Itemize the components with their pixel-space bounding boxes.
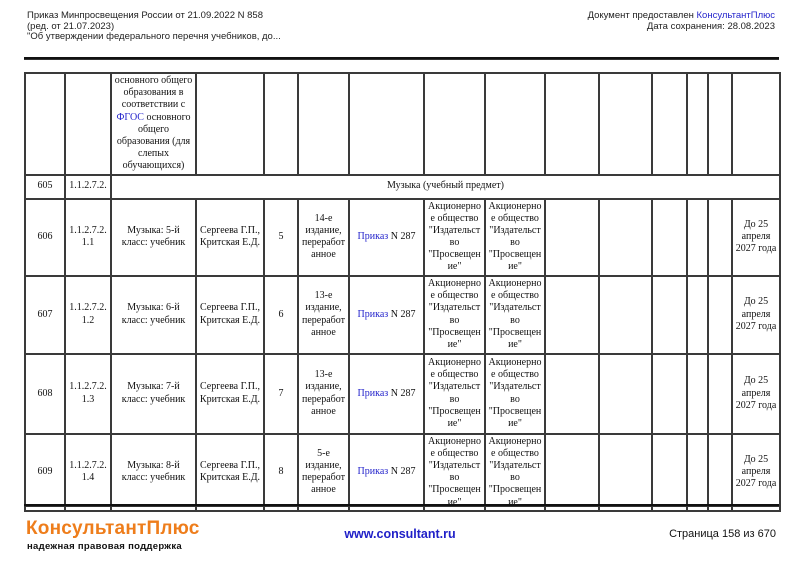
- doc-title: [27, 11, 281, 43]
- row-number-cell: 608: [25, 354, 65, 434]
- row-number-cell: 607: [25, 276, 65, 354]
- order-cell: [349, 434, 424, 511]
- fpu-code-cell: 1.1.2.7.2.1.1: [65, 199, 111, 276]
- fpu-code-cell: 1.1.2.7.2.1.2: [65, 276, 111, 354]
- valid-until-cell: До 25 апреля 2027 года: [732, 276, 780, 354]
- bottom-divider: [24, 504, 779, 507]
- carryover-text-after: основного общего образования (для слепых обучающихся): [116, 111, 191, 172]
- edition-cell: 13-е издание, переработанное: [298, 276, 349, 354]
- textbook-title-cell: Музыка: 8-й класс: учебник: [111, 434, 196, 511]
- page-footer: [24, 518, 776, 552]
- consultantplus-link[interactable]: КонсультантПлюс: [696, 10, 775, 21]
- authors-cell: Сергеева Г.П., Критская Е.Д.: [196, 276, 264, 354]
- carryover-cell: [111, 73, 196, 175]
- order-cell: [349, 276, 424, 354]
- top-divider: [24, 57, 779, 60]
- grade-cell: 6: [264, 276, 298, 354]
- publisher-cell: Акционерное общество "Издательство "Просвещение": [485, 199, 545, 276]
- empty-cell: [599, 354, 652, 434]
- authors-cell: Сергеева Г.П., Критская Е.Д.: [196, 434, 264, 511]
- grade-cell: 7: [264, 354, 298, 434]
- order-number: N 287: [390, 308, 416, 320]
- empty-cell: [687, 73, 708, 175]
- empty-cell: [652, 73, 687, 175]
- order-cell: [349, 354, 424, 434]
- empty-cell: [485, 73, 545, 175]
- valid-until-cell: До 25 апреля 2027 года: [732, 434, 780, 511]
- rightsholder-cell: Акционерное общество "Издательство "Просвещение": [424, 434, 485, 511]
- empty-cell: [687, 276, 708, 354]
- empty-cell: [545, 199, 599, 276]
- empty-cell: [25, 73, 65, 175]
- empty-cell: [298, 73, 349, 175]
- textbook-title-cell: Музыка: 7-й класс: учебник: [111, 354, 196, 434]
- consultantplus-logo: [24, 518, 325, 552]
- empty-cell: [708, 73, 732, 175]
- empty-cell: [196, 73, 264, 175]
- publisher-cell: Акционерное общество "Издательство "Просвещение": [485, 276, 545, 354]
- empty-cell: [424, 73, 485, 175]
- order-link[interactable]: Приказ: [357, 466, 389, 478]
- empty-cell: [708, 434, 732, 511]
- section-title-cell: Музыка (учебный предмет): [111, 175, 780, 199]
- empty-cell: [599, 73, 652, 175]
- doc-title-line2: (ред. от 21.07.2023): [27, 20, 115, 32]
- footer-right: [475, 518, 776, 552]
- row-number-cell: 609: [25, 434, 65, 511]
- table-row-section: [25, 175, 780, 199]
- empty-cell: [652, 434, 687, 511]
- empty-cell: [545, 276, 599, 354]
- textbook-title-cell: Музыка: 5-й класс: учебник: [111, 199, 196, 276]
- empty-cell: [708, 354, 732, 434]
- empty-cell: [708, 199, 732, 276]
- save-date: Дата сохранения: 28.08.2023: [646, 20, 775, 32]
- order-cell: [349, 199, 424, 276]
- empty-cell: [545, 73, 599, 175]
- fgos-link[interactable]: ФГОС: [116, 111, 144, 123]
- edition-cell: 14-е издание, переработанное: [298, 199, 349, 276]
- table-row: [25, 199, 780, 276]
- edition-cell: 5-е издание, переработанное: [298, 434, 349, 511]
- order-number: N 287: [390, 387, 416, 399]
- fpu-code-cell: 1.1.2.7.2.1.3: [65, 354, 111, 434]
- textbooks-table: [24, 72, 781, 512]
- empty-cell: [652, 199, 687, 276]
- empty-cell: [349, 73, 424, 175]
- table-row: [25, 434, 780, 511]
- authors-cell: Сергеева Г.П., Критская Е.Д.: [196, 354, 264, 434]
- row-number-cell: 606: [25, 199, 65, 276]
- order-link[interactable]: Приказ: [357, 387, 389, 399]
- empty-cell: [732, 73, 780, 175]
- table-row: [25, 276, 780, 354]
- rightsholder-cell: Акционерное общество "Издательство "Просвещение": [424, 354, 485, 434]
- publisher-cell: Акционерное общество "Издательство "Просвещение": [485, 354, 545, 434]
- footer-center: [325, 518, 475, 552]
- empty-cell: [599, 199, 652, 276]
- grade-cell: 5: [264, 199, 298, 276]
- empty-cell: [599, 276, 652, 354]
- table-row: [25, 354, 780, 434]
- order-link[interactable]: Приказ: [357, 230, 389, 242]
- empty-cell: [708, 276, 732, 354]
- empty-cell: [545, 434, 599, 511]
- valid-until-cell: До 25 апреля 2027 года: [732, 354, 780, 434]
- doc-title-line1: Приказ Минпросвещения России от 21.09.2022 N 858: [27, 10, 263, 21]
- page-indicator: Страница 158 из 670: [669, 528, 776, 540]
- fpu-code-cell: 1.1.2.7.2.1.4: [65, 434, 111, 511]
- provided-by-label: Документ предоставлен: [587, 10, 694, 21]
- empty-cell: [652, 276, 687, 354]
- provided-by-block: [588, 11, 775, 43]
- empty-cell: [65, 73, 111, 175]
- doc-title-line3: "Об утверждении федерального перечня учебников, до...: [27, 31, 281, 42]
- textbook-title-cell: Музыка: 6-й класс: учебник: [111, 276, 196, 354]
- consultant-site-link[interactable]: www.consultant.ru: [344, 527, 456, 541]
- page-header: [27, 11, 775, 43]
- empty-cell: [687, 354, 708, 434]
- order-number: N 287: [390, 230, 416, 242]
- empty-cell: [652, 354, 687, 434]
- logo-tagline: надежная правовая поддержка: [27, 541, 182, 552]
- empty-cell: [687, 199, 708, 276]
- provided-by-line: [588, 11, 775, 22]
- empty-cell: [687, 434, 708, 511]
- carryover-text-before: основного общего образования в соответствии с: [114, 75, 193, 111]
- rightsholder-cell: Акционерное общество "Издательство "Просвещение": [424, 199, 485, 276]
- empty-cell: [264, 73, 298, 175]
- order-number: N 287: [390, 466, 416, 478]
- order-link[interactable]: Приказ: [357, 308, 389, 320]
- fpu-code-cell: 1.1.2.7.2.: [65, 175, 111, 199]
- edition-cell: 13-е издание, переработанное: [298, 354, 349, 434]
- empty-cell: [545, 354, 599, 434]
- table-row-carryover: [25, 73, 780, 175]
- row-number-cell: 605: [25, 175, 65, 199]
- authors-cell: Сергеева Г.П., Критская Е.Д.: [196, 199, 264, 276]
- grade-cell: 8: [264, 434, 298, 511]
- valid-until-cell: До 25 апреля 2027 года: [732, 199, 780, 276]
- logo-title: КонсультантПлюс: [26, 518, 200, 539]
- rightsholder-cell: Акционерное общество "Издательство "Просвещение": [424, 276, 485, 354]
- empty-cell: [599, 434, 652, 511]
- publisher-cell: Акционерное общество "Издательство "Просвещение": [485, 434, 545, 511]
